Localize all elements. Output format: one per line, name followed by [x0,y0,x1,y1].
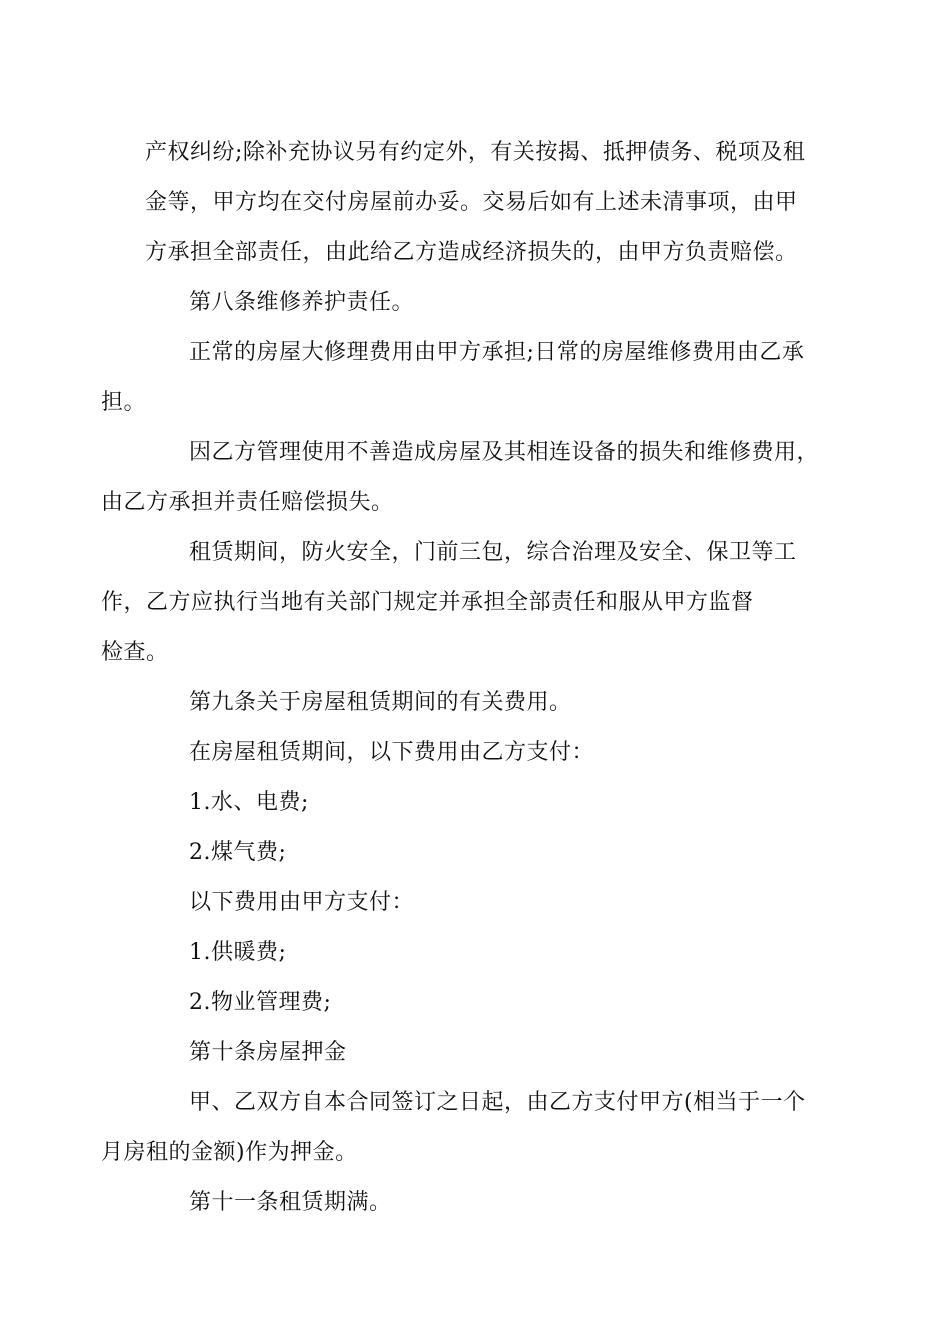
text-line: 金等，甲方均在交付房屋前办妥。交易后如有上述未清事项，由甲 [145,190,798,215]
article-8-heading [145,278,815,328]
article-9-heading [145,678,815,728]
text-line: 第十条房屋押金 [189,1040,347,1065]
text-line: 由乙方承担并责任赔偿损失。 [101,490,394,515]
text-line: 甲、乙双方自本合同签订之日起，由乙方支付甲方(相当于一个 [189,1090,806,1115]
text-line: 1.水、电费; [189,790,309,815]
article-11-heading [145,1178,815,1228]
paragraph-fire-safety [101,528,815,678]
text-line: 因乙方管理使用不善造成房屋及其相连设备的损失和维修费用， [189,440,820,465]
text-line: 2.煤气费; [189,840,287,865]
text-line: 作，乙方应执行当地有关部门规定并承担全部责任和服从甲方监督 [101,590,754,615]
article-10-heading [145,1028,815,1078]
list-item-heating [145,928,815,978]
text-line: 1.供暖费; [189,940,287,965]
paragraph-landlord-pays-intro [145,878,815,928]
list-item-gas [145,828,815,878]
list-item-property-management [145,978,815,1028]
text-line: 2.物业管理费; [189,990,332,1015]
text-line: 正常的房屋大修理费用由甲方承担;日常的房屋维修费用由乙承 [189,340,805,365]
text-line: 以下费用由甲方支付： [189,890,415,915]
text-line: 检查。 [101,640,169,665]
text-line: 产权纠纷;除补充协议另有约定外，有关按揭、抵押债务、税项及租 [145,140,806,165]
text-line: 第九条关于房屋租赁期间的有关费用。 [189,690,572,715]
paragraph-tenant-pays-intro [145,728,815,778]
text-line: 第八条维修养护责任。 [189,290,415,315]
paragraph-deposit [101,1078,815,1178]
text-line: 租赁期间，防火安全，门前三包，综合治理及安全、保卫等工 [189,540,797,565]
list-item-water-electricity [145,778,815,828]
text-line: 方承担全部责任，由此给乙方造成经济损失的，由甲方负责赔偿。 [145,240,798,265]
paragraph-property-disputes [145,128,815,278]
text-line: 月房租的金额)作为押金。 [101,1140,358,1165]
paragraph-misuse-liability [101,428,820,528]
document-body [101,128,820,1228]
text-line: 担。 [101,390,147,415]
text-line: 在房屋租赁期间，以下费用由乙方支付： [189,740,595,765]
text-line: 第十一条租赁期满。 [189,1190,392,1215]
paragraph-repair-costs [101,328,815,428]
